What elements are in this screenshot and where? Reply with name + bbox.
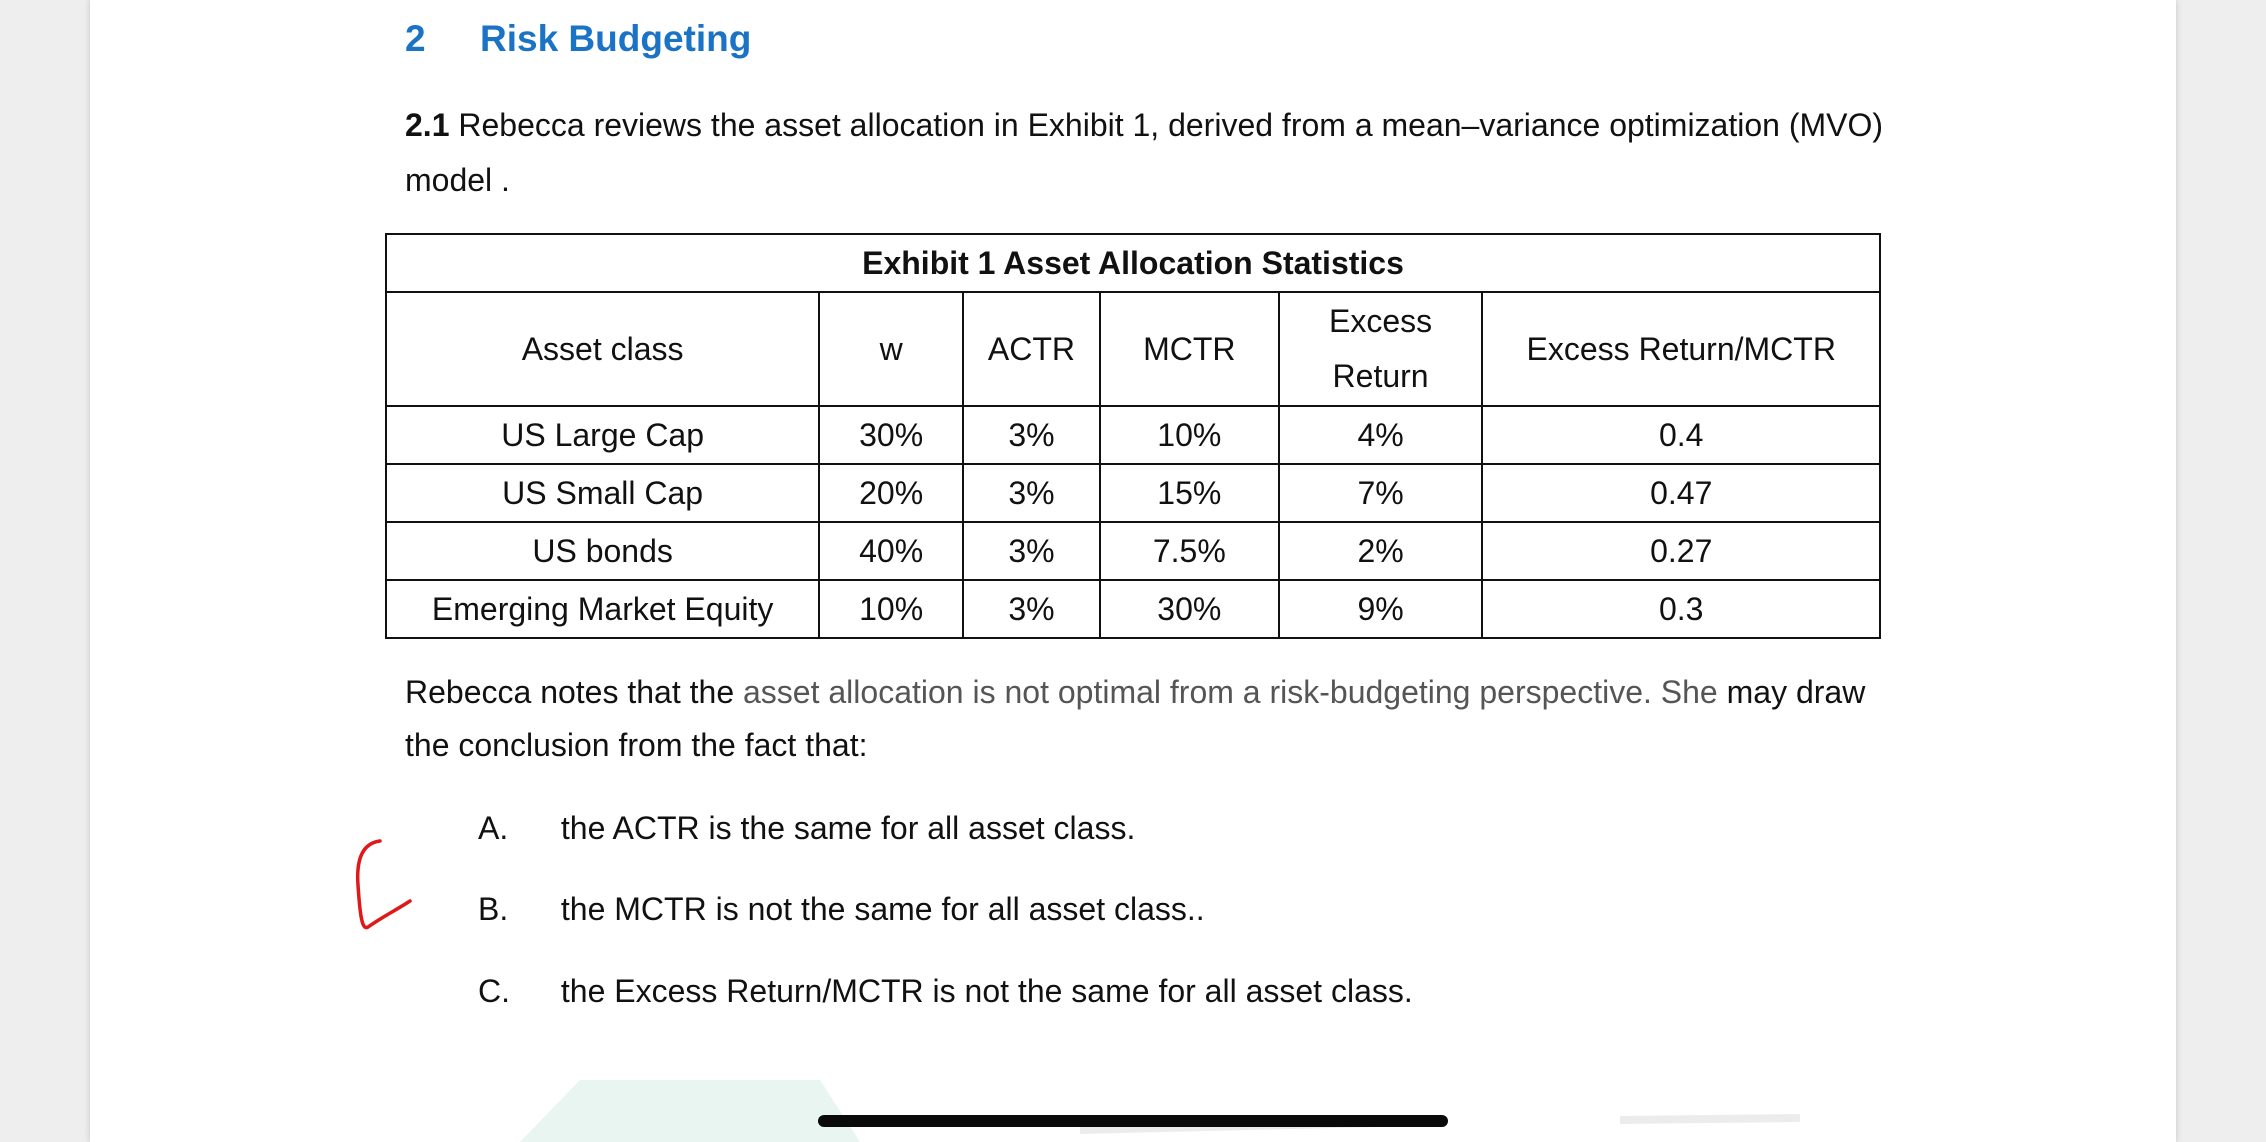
table-row	[386, 464, 1880, 522]
option-letter: C.	[478, 973, 510, 1009]
table-cell: 10%	[1100, 406, 1279, 464]
exhibit-title: Exhibit 1 Asset Allocation Statistics	[386, 234, 1880, 292]
table-cell: 0.47	[1482, 464, 1880, 522]
table-cell: 10%	[819, 580, 963, 638]
table-cell: US Small Cap	[386, 464, 819, 522]
option-letter: A.	[478, 810, 509, 846]
table-cell: 40%	[819, 522, 963, 580]
option-text: the Excess Return/MCTR is not the same for all asset class.	[560, 973, 1413, 1009]
table-row	[386, 522, 1880, 580]
option-letter: B.	[478, 891, 509, 927]
notes-part-grey: asset allocation is not optimal from a risk-budgeting perspective. She	[743, 674, 1718, 710]
notes-part: may draw the conclusion from the fact that:	[405, 674, 1866, 763]
table-cell: 30%	[1100, 580, 1279, 638]
table-cell: 0.4	[1482, 406, 1880, 464]
table-cell: US bonds	[386, 522, 819, 580]
home-indicator-bar[interactable]	[818, 1115, 1448, 1127]
notes-part: Rebecca notes that the	[405, 674, 743, 710]
table-cell: 30%	[819, 406, 963, 464]
table-cell: 9%	[1279, 580, 1483, 638]
table-cell: 15%	[1100, 464, 1279, 522]
table-cell: 3%	[963, 580, 1100, 638]
table-cell: 20%	[819, 464, 963, 522]
notes-paragraph	[405, 666, 1885, 772]
column-header-excess-return	[1279, 292, 1483, 406]
table-cell: 3%	[963, 406, 1100, 464]
option-a[interactable]	[478, 810, 1135, 847]
question-body: Rebecca reviews the asset allocation in Exhibit 1, derived from a mean–variance optimization (MVO) model .	[405, 107, 1884, 198]
table-cell: 2%	[1279, 522, 1483, 580]
table-cell: 7%	[1279, 464, 1483, 522]
option-text: the MCTR is not the same for all asset class..	[560, 891, 1205, 927]
table-header-row	[386, 292, 1880, 406]
header-line: Excess	[1329, 303, 1433, 339]
table-cell: 0.3	[1482, 580, 1880, 638]
question-text	[405, 98, 1885, 208]
faint-background-figure	[520, 1070, 1800, 1142]
table-cell: 7.5%	[1100, 522, 1279, 580]
column-header: Asset class	[386, 292, 819, 406]
column-header: Excess Return/MCTR	[1482, 292, 1880, 406]
option-text: the ACTR is the same for all asset class.	[560, 810, 1136, 846]
table-cell: 3%	[963, 522, 1100, 580]
table-row	[386, 580, 1880, 638]
section-title: Risk Budgeting	[480, 18, 752, 59]
question-number: 2.1	[405, 107, 450, 143]
exhibit-table	[385, 233, 1881, 639]
table-cell: Emerging Market Equity	[386, 580, 819, 638]
section-heading	[405, 18, 751, 60]
table-row	[386, 406, 1880, 464]
option-c[interactable]	[478, 973, 1413, 1010]
column-header: ACTR	[963, 292, 1100, 406]
table-cell: US Large Cap	[386, 406, 819, 464]
table-cell: 0.27	[1482, 522, 1880, 580]
handwritten-c-annotation	[352, 835, 422, 935]
table-cell: 3%	[963, 464, 1100, 522]
column-header: MCTR	[1100, 292, 1279, 406]
option-b[interactable]	[478, 891, 1205, 928]
table-cell: 4%	[1279, 406, 1483, 464]
column-header: w	[819, 292, 963, 406]
section-number: 2	[405, 18, 426, 59]
header-line: Return	[1332, 358, 1429, 394]
